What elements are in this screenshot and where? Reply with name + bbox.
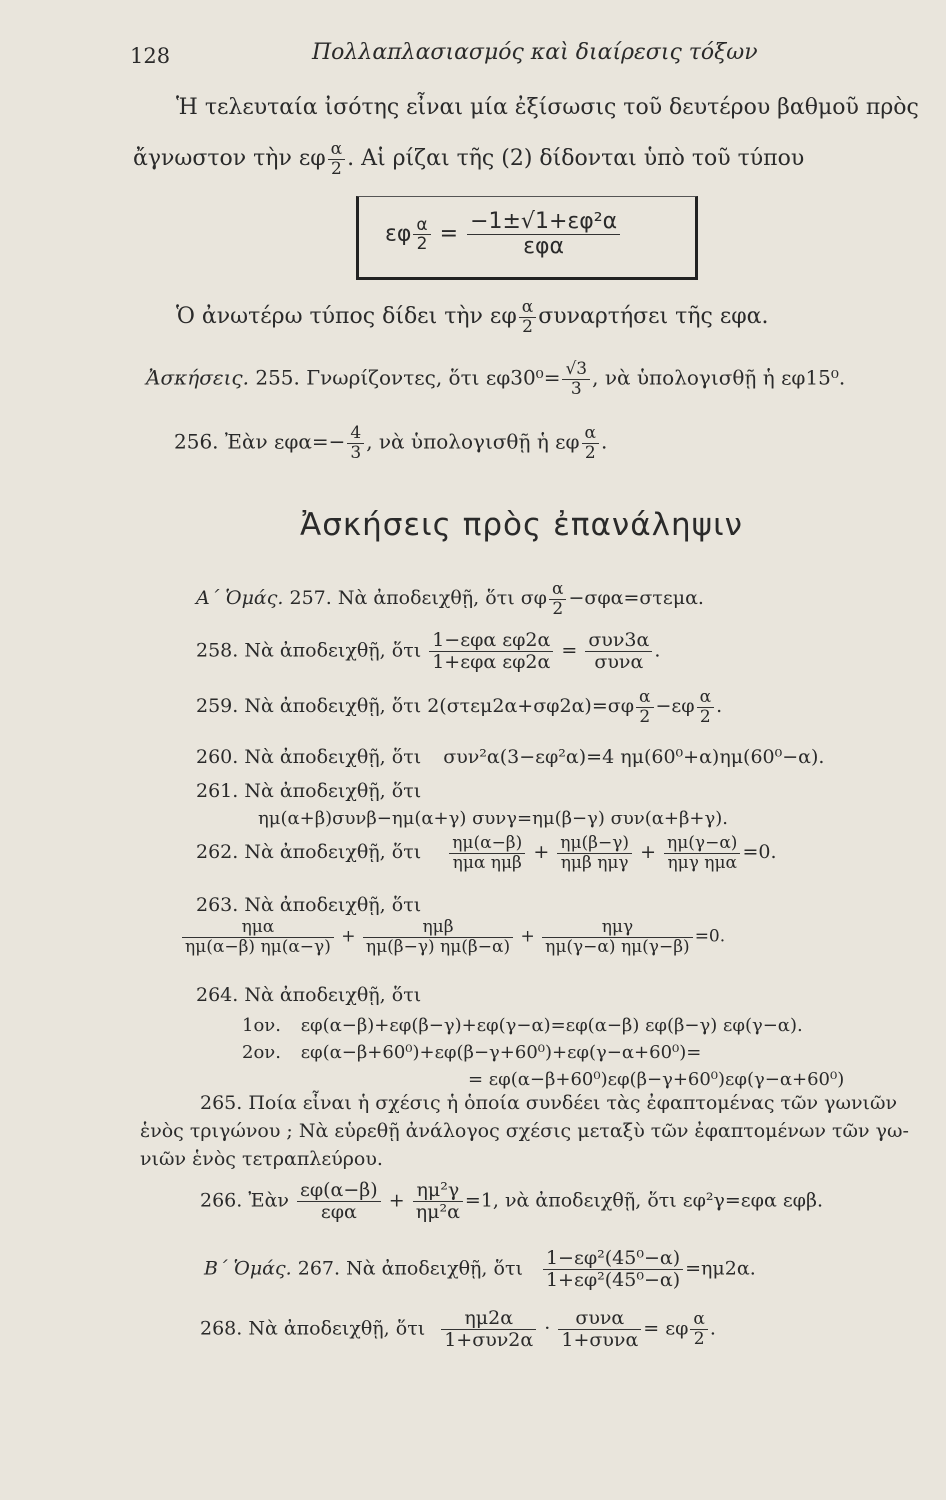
exercise-257: Α΄ Ὁμάς. 257. Νὰ ἀποδειχθῇ, ὅτι σφ $\frac{\alpha}{2}$ −σφα=στεμα. [196, 579, 704, 619]
exercise-260: 260. Νὰ ἀποδειχθῇ, ὅτι συν²α(3−εφ²α)=4 ημ(60⁰+α)ημ(60⁰−α). [196, 746, 825, 768]
exercise-263: 263. Νὰ ἀποδειχθῇ, ὅτι [196, 894, 422, 916]
exercise-265-line-1: 265. Ποία εἶναι ἡ σχέσις ἡ ὁποία συνδέει τὰς ἐφαπτομένας τῶν γωνιῶν [200, 1092, 898, 1114]
section-title: Ἀσκήσεις πρὸς ἐπανάληψιν [300, 507, 743, 543]
exercise-264-line-2: 2ον. εφ(α−β+60⁰)+εφ(β−γ+60⁰)+εφ(γ−α+60⁰)= [242, 1042, 702, 1063]
exercise-263-formula: ημα ημ(α−β) ημ(α−γ) + ημβ ημ(β−γ) ημ(β−α) + ημγ ημ(γ−α) ημ(γ−β) =0. [180, 918, 725, 956]
exercise-266: 266. Ἐὰν εφ(α−β) εφα + $\frac{\text{ημ²γ}}{\text{ημ²α}}$ =1, νὰ ἀποδειχθῇ, ὅτι εφ²γ=εφα εφβ. [200, 1179, 823, 1223]
exercise-265-line-2: ἑνὸς τριγώνου ; Νὰ εὑρεθῇ ἀνάλογος σχέσις μεταξὺ τῶν ἐφαπτομένων τῶν γω- [140, 1120, 909, 1142]
intro-line-2: ἄγνωστον τὴν εφ $\frac{\alpha}{2}$ . Αἱ ρίζαι τῆς (2) δίδονται ὑπὸ τοῦ τύπου [133, 139, 805, 179]
intro-line-1: Ἡ τελευταία ἰσότης εἶναι μία ἐξίσωσις τοῦ δευτέρου βαθμοῦ πρὸς [176, 95, 919, 120]
running-title: Πολλαπλασιασμός καὶ διαίρεσις τόξων [312, 40, 758, 65]
statement-line: Ὁ ἀνωτέρω τύπος δίδει τὴν εφ $\frac{\alpha}{2}$ συναρτήσει τῆς εφα. [176, 297, 769, 337]
exercise-265-line-3: νιῶν ἑνὸς τετραπλεύρου. [140, 1148, 383, 1170]
boxed-formula-content: εφ $\frac{\alpha}{2}$ = −1±√1+εφ²α εφα [385, 210, 622, 259]
exercise-256: 256. Ἐὰν εφα=− $\frac{4}{3}$ , νὰ ὑπολογισθῇ ἡ εφ $\frac{\alpha}{2}$ . [174, 423, 608, 463]
exercise-268: 268. Νὰ ἀποδειχθῇ, ὅτι ημ2α 1+συν2α · συνα 1+συνα = εφ $\frac{\alpha}{2}$ . [200, 1307, 716, 1351]
exercise-261-formula: ημ(α+β)συνβ−ημ(α+γ) συνγ=ημ(β−γ) συν(α+β+γ). [258, 808, 729, 829]
exercise-262: 262. Νὰ ἀποδειχθῇ, ὅτι ημ(α−β) ημα ημβ + ημ(β−γ) ημβ ημγ + ημ(γ−α) ημγ ημα =0. [196, 833, 777, 873]
exercise-264-line-1: 1ον. εφ(α−β)+εφ(β−γ)+εφ(γ−α)=εφ(α−β) εφ(β−γ) εφ(γ−α). [242, 1015, 803, 1036]
exercise-258: 258. Νὰ ἀποδειχθῇ, ὅτι 1−εφα εφ2α 1+εφα εφ2α = συν3α συνα . [196, 629, 661, 673]
exercise-261: 261. Νὰ ἀποδειχθῇ, ὅτι [196, 780, 422, 802]
exercise-264-line-3: = εφ(α−β+60⁰)εφ(β−γ+60⁰)εφ(γ−α+60⁰) [468, 1069, 845, 1090]
exercise-267: Β΄ Ὁμάς. 267. Νὰ ἀποδειχθῇ, ὅτι $\frac{\text{1−εφ²(45⁰−α)}}{\text{1+εφ²(45⁰−α)}}$ =ημ2α. [204, 1247, 756, 1291]
exercise-255: Ἀσκήσεις. 255. Γνωρίζοντες, ὅτι εφ30⁰= $\frac{√3}{3}$ , νὰ ὑπολογισθῇ ἡ εφ15⁰. [146, 359, 846, 399]
exercise-259: 259. Νὰ ἀποδειχθῇ, ὅτι 2(στεμ2α+σφ2α)=σφ $\frac{\alpha}{2}$ −εφ $\frac{\alpha}{2}$ . [196, 687, 723, 727]
page-number: 128 [130, 44, 171, 68]
exercise-264: 264. Νὰ ἀποδειχθῇ, ὅτι [196, 984, 422, 1006]
